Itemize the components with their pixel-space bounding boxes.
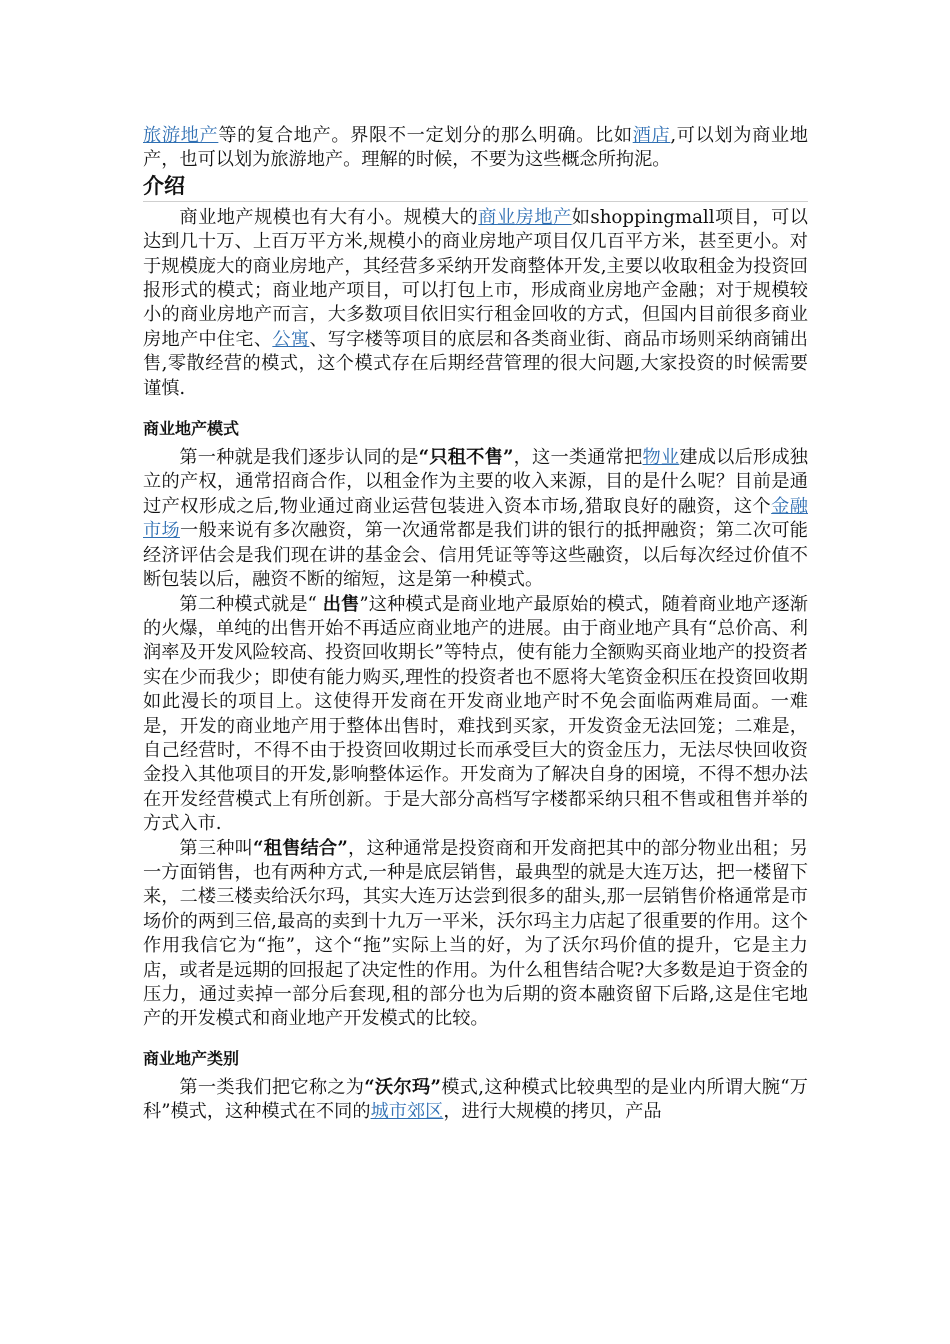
bold-term: “只租不售” (418, 447, 514, 469)
link-apartment[interactable]: 公寓 (272, 328, 310, 350)
spacer (143, 401, 808, 418)
bold-term: 出售 (322, 593, 360, 615)
heading-divider (143, 201, 808, 202)
paragraph-mode-1 (143, 446, 808, 592)
bold-term: “租售结合” (253, 837, 348, 859)
spacer (143, 1032, 808, 1048)
paragraph-intro (143, 206, 808, 401)
text: 第一类我们把它称之为 (179, 1076, 365, 1098)
document-page (143, 124, 808, 1125)
link-tourism-real-estate[interactable]: 旅游地产 (143, 125, 219, 146)
section-heading-modes: 商业地产模式 (143, 419, 240, 439)
link-city-suburbs[interactable]: 城市郊区 (370, 1101, 444, 1123)
link-commercial-real-estate[interactable]: 商业房地产 (478, 206, 572, 228)
link-financial-market[interactable]: 金融市场 (143, 495, 808, 542)
link-hotel[interactable]: 酒店 (632, 125, 671, 146)
text: ，这种通常是投资商和开发商把其中的部分物业出租；另一方面销售，也有两种方式,一种是底层销售，最典型的就是大连万达，把一楼留下来，二楼三楼卖给沃尔玛，其实大连万达尝到很多的甜头,那一层销售价格通常是市场价的两到三倍,最高的卖到十九万一平米，沃尔玛主力店起了很重要的作用。这个作用我信它为“拖”，这个“拖”实际上当的好，为了沃尔玛价值的提升，它是主力店，或者是远期的回报起了决定性的作用。为什么租售结合呢?大多数是迫于资金的压力，通过卖掉一部分后套现,租的部分也为后期的资本融资留下后路,这是住宅地产的开发模式和商业地产开发模式的比较。 (143, 837, 808, 1030)
text: ，进行大规模的拷贝，产品 (443, 1101, 662, 1123)
text: 第三种叫 (179, 837, 254, 859)
intro-paragraph (143, 124, 808, 173)
text: 第二种模式就是“ (179, 593, 323, 615)
section-heading-intro: 介绍 (143, 173, 185, 198)
section-heading-types: 商业地产类别 (143, 1048, 240, 1068)
text: ”这种模式是商业地产最原始的模式，随着商业地产逐渐的火爆，单纯的出售开始不再适应商业地产的进展。由于商业地产具有“总价高、利润率及开发风险较高、投资回收期长”等特点，使有能力全额购买商业地产的投资者实在少而我少；即使有能力购买,理性的投资者也不愿将大笔资金积压在投资回收期如此漫长的项目上。这使得开发商在开发商业地产时不免会面临两难局面。一难是，开发的商业地产用于整体出售时，难找到买家，开发资金无法回笼；二难是，自己经营时，不得不由于投资回收期过长而承受巨大的资金压力，无法尽快回收资金投入其他项目的开发,影响整体运作。开发商为了解决自身的困境，不得不想办法在开发经营模式上有所创新。于是大部分高档写字楼都采纳只租不售或租售并举的方式入市. (143, 593, 808, 835)
bold-term: “沃尔玛” (364, 1076, 441, 1098)
link-property[interactable]: 物业 (642, 447, 680, 469)
text: 第一种就是我们逐步认同的是 (179, 447, 419, 469)
text: 建成以后形成独立的产权，通常招商合作，以租金作为主要的收入来源，目的是什么呢？目前是通过产权形成之后,物业通过商业运营包装进入资本市场,猎取良好的融资，这个 (143, 447, 808, 517)
text: 、写字楼等项目的底层和各类商业街、商品市场则采纳商铺出售,零散经营的模式，这个模式存在后期经营管理的很大问题,大家投资的时候需要谨慎. (143, 328, 808, 399)
text: 商业地产规模也有大有小。规模大的 (179, 206, 479, 228)
paragraph-mode-3 (143, 837, 808, 1032)
text: 模式,这种模式比较典型的是业内所谓大腕“万科”模式，这种模式在不同的 (143, 1076, 808, 1123)
text: ，这一类通常把 (513, 447, 643, 469)
text: ,可以划为商业地产，也可以划为旅游地产。理解的时候，不要为这些概念所拘泥。 (143, 125, 808, 171)
text: 等的复合地产。界限不一定划分的那么明确。比如 (218, 125, 633, 146)
paragraph-mode-2 (143, 593, 808, 837)
text: 如shoppingmall项目，可以达到几十万、上百万平方米,规模小的商业房地产项目仅几百平方米，甚至更小。对于规模庞大的商业房地产，其经营多采纳开发商整体开发,主要以收取租金为投资回报形式的模式；商业地产项目，可以打包上市，形成商业房地产金融；对于规模较小的商业房地产而言，大多数项目依旧实行租金回收的方式，但国内目前很多商业房地产中住宅、 (143, 206, 808, 350)
paragraph-type-1 (143, 1076, 808, 1125)
text: 一般来说有多次融资，第一次通常都是我们讲的银行的抵押融资；第二次可能经济评估会是我们现在讲的基金会、信用凭证等等这些融资，以后每次经过价值不断包装以后，融资不断的缩短，这是第一种模式。 (143, 520, 808, 591)
